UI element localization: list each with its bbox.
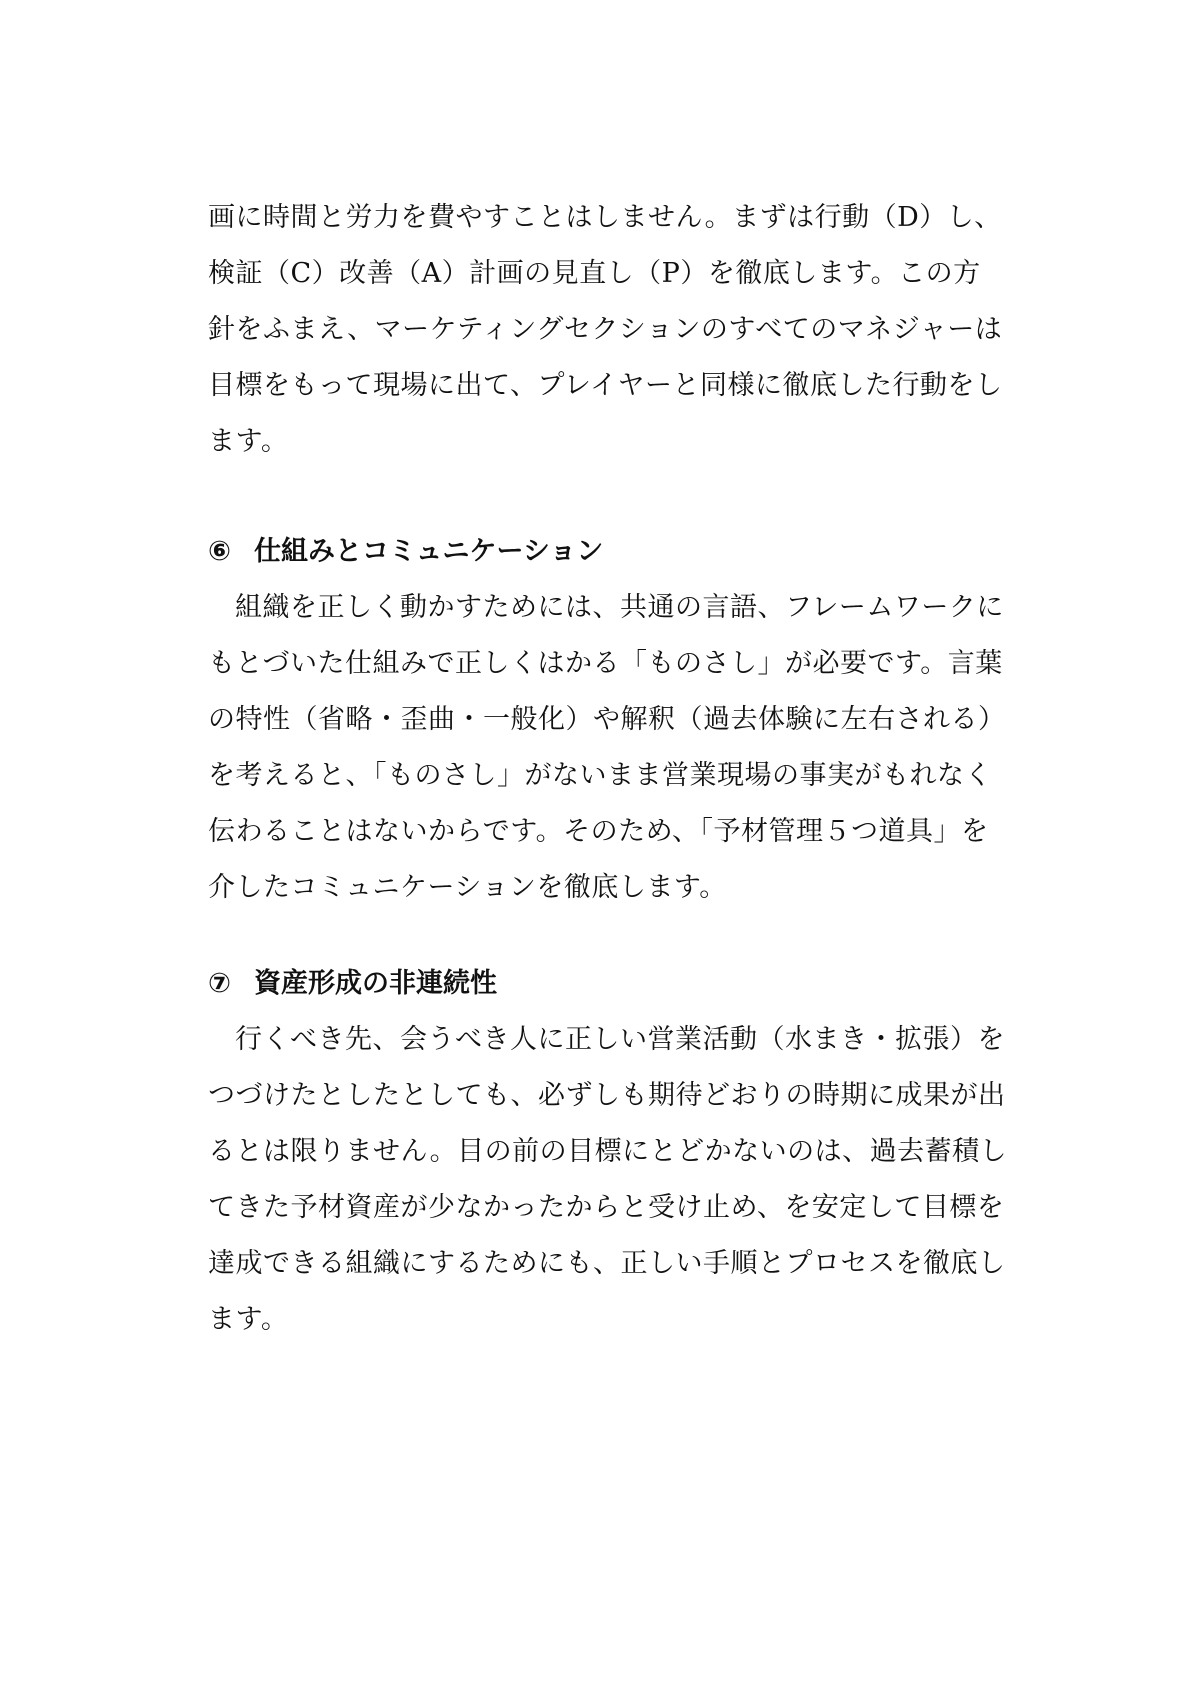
paragraph-line: 目標をもって現場に出て、プレイヤーと同様に徹底した行動をし: [208, 370, 1003, 401]
paragraph-line: もとづいた仕組みで正しくはかる「ものさし」が必要です。言葉: [208, 648, 1003, 679]
section-title: 資産形成の非連続性: [254, 968, 497, 999]
paragraph-line: 行くべき先、会うべき人に正しい営業活動（水まき・拡張）を: [235, 1024, 1005, 1055]
section-7: [208, 956, 1028, 1348]
paragraph-line: の特性（省略・歪曲・一般化）や解釈（過去体験に左右される）: [208, 704, 1006, 735]
section-6: [208, 524, 1028, 916]
paragraph-line: 介したコミュニケーションを徹底します。: [208, 872, 727, 903]
intro-paragraph: [208, 190, 1028, 470]
paragraph-line: 組織を正しく動かすためには、共通の言語、フレームワークに: [235, 592, 1004, 623]
paragraph-line: 検証（C）改善（A）計画の見直し（P）を徹底します。この方: [208, 258, 981, 289]
paragraph-line: 達成できる組織にするためにも、正しい手順とプロセスを徹底し: [208, 1248, 1006, 1279]
paragraph-line: てきた予材資産が少なかったからと受け止め、を安定して目標を: [208, 1192, 1005, 1223]
paragraph-line: 画に時間と労力を費やすことはしません。まずは行動（D）し、: [208, 202, 1002, 233]
paragraph-line: 伝わることはないからです。そのため、「予材管理５つ道具」を: [208, 816, 989, 847]
paragraph-line: つづけたとしたとしても、必ずしも期待どおりの時期に成果が出: [208, 1080, 1006, 1111]
paragraph-line: ます。: [208, 426, 289, 457]
section-heading: [208, 956, 1028, 1012]
section-title: 仕組みとコミュニケーション: [254, 536, 604, 567]
paragraph-line: るとは限りません。目の前の目標にとどかないのは、過去蓄積し: [208, 1136, 1008, 1167]
paragraph-line: 針をふまえ、マーケティングセクションのすべてのマネジャーは: [208, 314, 1003, 345]
section-number: ⑦: [208, 968, 231, 999]
paragraph-line: ます。: [208, 1304, 289, 1335]
paragraph-line: を考えると、「ものさし」がないまま営業現場の事実がもれなく: [208, 760, 992, 791]
section-number: ⑥: [208, 536, 231, 567]
section-heading: [208, 524, 1028, 580]
